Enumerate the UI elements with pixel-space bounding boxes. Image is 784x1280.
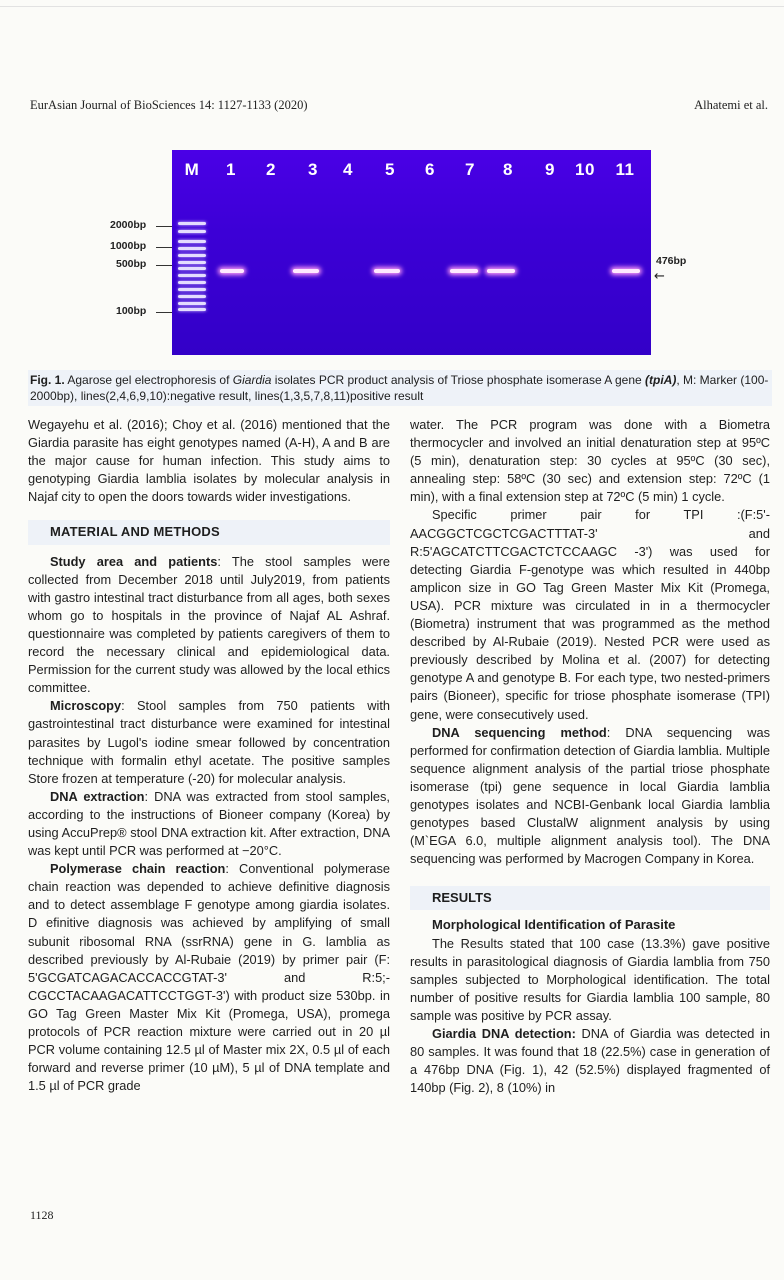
- caption-lead: Fig. 1.: [30, 373, 65, 387]
- inline-heading: DNA extraction: [50, 788, 145, 804]
- ladder-band: [178, 240, 206, 243]
- lane-label: 7: [465, 160, 475, 179]
- lane-label: 10: [575, 160, 595, 179]
- paragraph-text: : DNA was extracted from stool samples, according to the instructions of Bioneer company (Korea) by using AccuPrep® stool DNA extraction kit. After extraction, DNA was kept until PCR was performed at −20°C.: [28, 788, 390, 859]
- left-column: [28, 416, 390, 1095]
- pcr-program-paragraph: water. The PCR program was done with a Biometra thermocycler and involved an initial denaturation step at 95ºC (5 min), denaturation step: 30 cycles at 95ºC (30 sec), annealing step: 58ºC (30 sec) and extension step: 72ºC (1 min), with a final extension step at 72ºC (5 min) 1 cycle.: [410, 417, 770, 505]
- caption-text: Agarose gel electrophoresis of: [64, 373, 233, 387]
- ladder-tick: [156, 247, 172, 248]
- primer-paragraph: Specific primer pair for TPI :(F:5'-AACGGCTCGCTCGACTTTAT-3' and R:5'AGCATCTTCGACTCTCCAAGC -3') was used for detecting Giardia F-genotype was which resulted in 440bp amplicon size in GO Tag Green Master Mix Kit (Promega, USA). PCR mixture was circulated in in a thermocycler (Biometra) instrument that was programmed as the method described by Al-Rubaie (2019). Nested PCR were used as previously described by Molina et al. (2007) for detecting genotype A and genotype B. For each type, two nested-primers pairs (Bioneer), specific for triose phosphate isomerase (TPI) gene, were consecutively used.: [410, 507, 770, 722]
- inline-heading: Polymerase chain reaction: [50, 861, 226, 877]
- ladder-band: [178, 288, 206, 291]
- ladder-band: [178, 247, 206, 250]
- pcr-band-lane-11: [612, 269, 640, 273]
- lane-label: 4: [343, 160, 353, 179]
- ladder-band: [178, 274, 206, 277]
- paragraph-text: DNA of Giardia was detected in 80 samples. It was found that 18 (22.5%) case in generation of a 476bp DNA (Fig. 1), 42 (52.5%) displayed fragmented of 140bp (Fig. 2), 8 (10%) in: [410, 1026, 770, 1096]
- ladder-label-500: 500bp: [116, 258, 147, 270]
- gel-electrophoresis-image: [172, 150, 651, 355]
- morphology-paragraph: The Results stated that 100 case (13.3%) gave positive results in parasitological diagnosis of Giardia lamblia from 750 samples subjected to Morphological identification. The total number of positive results for Giardia lamblia 100 sample, 80 sample was positive by PCR assay.: [410, 935, 770, 1023]
- lane-label: 1: [226, 160, 236, 179]
- lane-label: 9: [545, 160, 555, 179]
- ladder-tick: [156, 265, 172, 266]
- pcr-band-lane-8: [487, 269, 515, 273]
- inline-heading: Microscopy: [50, 698, 122, 714]
- caption-genus: Giardia: [232, 373, 272, 387]
- ladder-band: [178, 295, 206, 298]
- ladder-band: [178, 222, 206, 225]
- ladder-band: [178, 254, 206, 257]
- caption-text: isolates PCR product analysis of Triose phosphate isomerase A gene: [271, 373, 646, 387]
- inline-heading: DNA sequencing method: [432, 724, 607, 740]
- ladder-band: [178, 302, 206, 305]
- lane-label: 8: [503, 160, 513, 179]
- dna-detection-paragraph: [410, 1025, 770, 1097]
- ladder-band: [178, 230, 206, 233]
- journal-header: EurAsian Journal of BioSciences 14: 1127-1133 (2020): [30, 98, 308, 112]
- pcr-band-lane-1: [220, 269, 244, 273]
- inline-heading: Study area and patients: [50, 553, 218, 569]
- section-heading-results: RESULTS: [410, 886, 770, 910]
- caption-gene: (tpiA): [645, 373, 677, 387]
- lane-labels: [172, 160, 651, 182]
- ladder-label-1000: 1000bp: [110, 240, 147, 252]
- ladder-label-100: 100bp: [116, 305, 147, 317]
- top-rule: [0, 6, 784, 7]
- dna-extraction-paragraph: [28, 788, 390, 860]
- ladder-tick: [156, 226, 172, 227]
- lane-label: M: [184, 160, 200, 179]
- page-number: 1128: [30, 1208, 54, 1222]
- pcr-band-lane-7: [450, 269, 478, 273]
- study-area-paragraph: [28, 553, 390, 698]
- subheading-morphology: Morphological Identification of Parasite: [432, 917, 676, 933]
- paragraph-text: : Stool samples from 750 patients with gastrointestinal tract disturbance were examined for intestinal parasites by Lugol's iodine smear followed by concentration technique with formalin ethyl acetate. The positive samples Store frozen at temperature (-20) for molecular analysis.: [28, 698, 390, 786]
- band-arrow-icon: ←: [654, 269, 665, 284]
- paragraph-text: : Conventional polymerase chain reaction was depended to achieve definitive diagnosis and to detect assemblage F genotype among giardia isolates. D efinitive diagnosis was achieved by amplifying of small subunit ribosomal RNA (ssrRNA) gene in G. lamblia as described previously by Al-Rubaie (2019) by primer pair (F: 5'GCGATCAGACACCACCGTAT-3' and R:5;-CGCCTACAAGACATTCCTGGT-3') with product size 530bp. in GO Tag Green Master Mix Kit (Promega, USA), promega protocols of PCR reaction mixture were carried out in 20 µl PCR volume containing 12.5 µl of Master mix 2X, 0.5 µl of each forward and reverse primer (10 µM), 5 µl of DNA template and 1.5 µl of PCR grade: [28, 861, 390, 1094]
- lane-label: 2: [266, 160, 276, 179]
- paragraph-text: : The stool samples were collected from December 2018 until July2019, from patients with gastro intestinal tract disturbance from all ages, both sexes whom go to hospitals in the province of Najaf AL Ashraf. questionnaire was completed by patients caregivers of them to record the necessary clinical and epidemiological data. Permission for the current study was allowed by the local ethics committee.: [28, 553, 391, 696]
- right-column: [410, 416, 770, 1097]
- ladder-label-2000: 2000bp: [110, 219, 147, 231]
- pcr-paragraph: [28, 860, 390, 1095]
- ladder-band: [178, 308, 206, 311]
- pcr-band-lane-3: [293, 269, 319, 273]
- sequencing-paragraph: [410, 724, 770, 869]
- ladder-band: [178, 267, 206, 270]
- ladder-tick: [156, 312, 172, 313]
- figure-caption: [28, 370, 772, 406]
- ladder-band: [178, 281, 206, 284]
- lane-label: 3: [308, 160, 318, 179]
- lane-label: 11: [615, 160, 635, 179]
- caption-text: , M: Marker (100-2000bp), lines(2,4,6,9,10):negative result, lines(1,3,5,7,8,11)positive result: [30, 373, 769, 403]
- intro-paragraph: Wegayehu et al. (2016); Choy et al. (2016) mentioned that the Giardia parasite has eight genotypes named (A-H), A and B are the major cause for human infection. This study aims to genotyping Giardia lamblia isolates by molecular analysis in Najaf city to open the doors towards wider investigations.: [28, 417, 390, 505]
- microscopy-paragraph: [28, 697, 390, 787]
- paragraph-text: : DNA sequencing was performed for confirmation detection of Giardia lamblia. Multiple sequence alignment analysis of the partial triose phosphate isomerase (tpi) gene sequence in local Giardia lamblia genotypes isolates and NCBI-Genbank local Giardia lamblia genotypes based ClustalW alignment analysis by using (M`EGA 6.0, multiple alignment analysis tool). The DNA sequencing was performed by Macrogen Company in Korea.: [410, 724, 770, 867]
- lane-label: 6: [425, 160, 435, 179]
- band-size-label: 476bp: [656, 255, 687, 267]
- pcr-band-lane-5: [374, 269, 400, 273]
- author-header: Alhatemi et al.: [694, 98, 768, 112]
- section-heading-methods: MATERIAL AND METHODS: [28, 520, 390, 544]
- lane-label: 5: [385, 160, 395, 179]
- ladder-band: [178, 261, 206, 264]
- inline-heading: Giardia DNA detection:: [432, 1026, 576, 1041]
